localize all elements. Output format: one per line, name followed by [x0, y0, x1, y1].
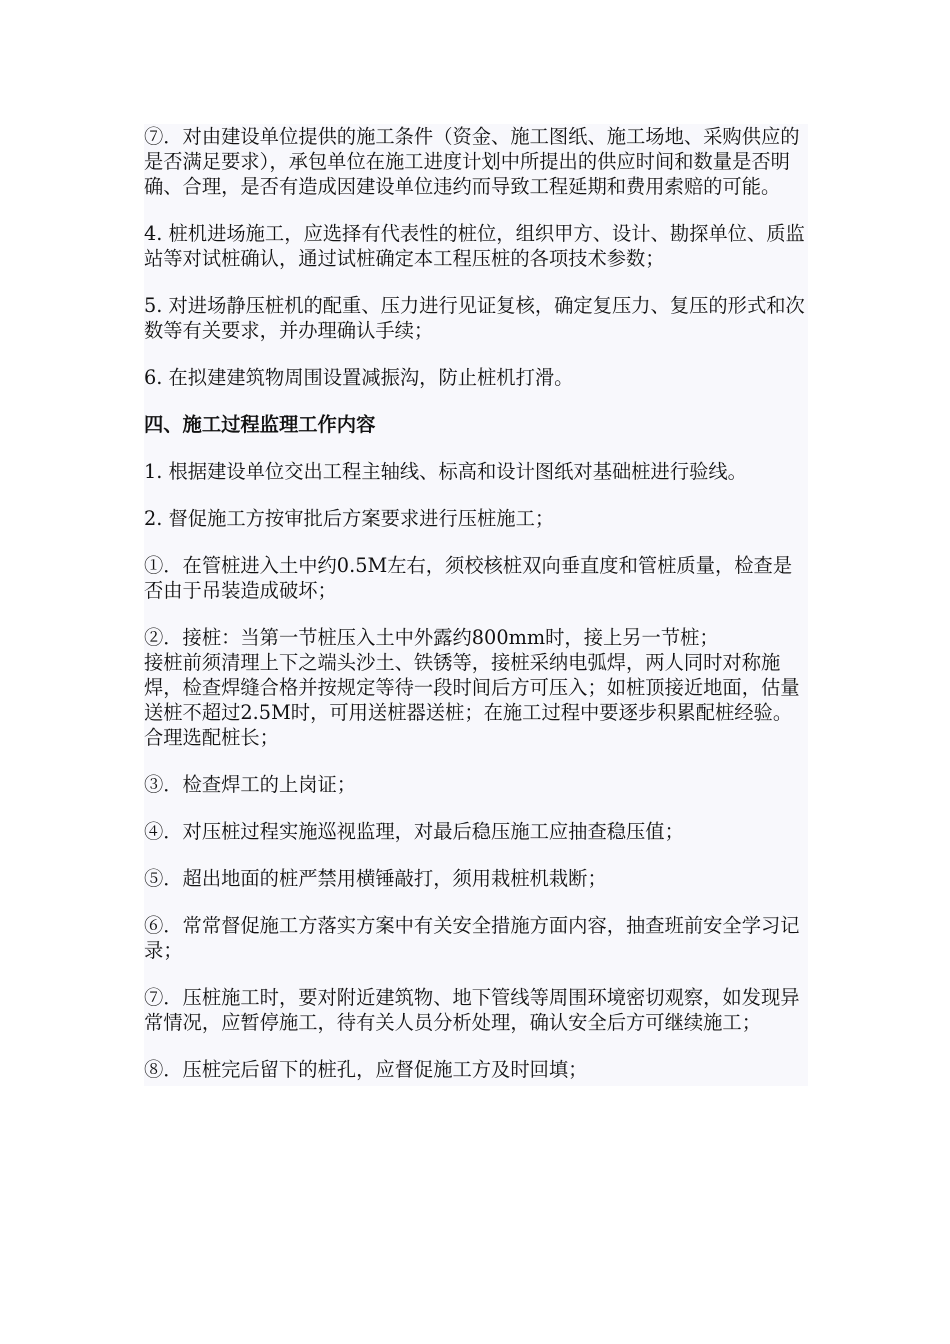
- paragraph-circle-1-verticality: ①．在管桩进入土中约0.5M左右，须校核桩双向垂直度和管桩质量，检查是否由于吊装造成破坏；: [144, 554, 793, 602]
- document-body: [144, 124, 808, 1086]
- paragraph-circle-4-patrol: ④．对压桩过程实施巡视监理，对最后稳压施工应抽查稳压值；: [144, 820, 684, 843]
- paragraph-circle-8-backfill: ⑧．压桩完后留下的桩孔，应督促施工方及时回填；: [144, 1058, 588, 1081]
- paragraph-1-axis-verification: 1. 根据建设单位交出工程主轴线、标高和设计图纸对基础桩进行验线。: [144, 460, 747, 483]
- paragraph-5-static-pile-check: 5. 对进场静压桩机的配重、压力进行见证复核，确定复压力、复压的形式和次数等有关要求，并办理确认手续；: [144, 294, 805, 342]
- paragraph-circle-3-welder-cert: ③．检查焊工的上岗证；: [144, 773, 357, 796]
- paragraph-circle-2-pile-joint: ②．接桩：当第一节桩压入土中外露约800mm时，接上另一节桩； 接桩前须清理上下之端头沙土、铁锈等，接桩采纳电弧焊，两人同时对称施焊，检查焊缝合格并按规定等待一段时间后方可压入；如桩顶接近地面，估量送桩不超过2.5M时，可用送桩器送桩；在施工过程中要逐步积累配桩经验。合理选配桩长；: [144, 626, 800, 749]
- paragraph-circle-7-environment: ⑦．压桩施工时，要对附近建筑物、地下管线等周围环境密切观察，如发现异常情况，应暂停施工，待有关人员分析处理，确认安全后方可继续施工；: [144, 986, 800, 1034]
- section-heading-4: 四、施工过程监理工作内容: [144, 413, 376, 436]
- paragraph-circle-5-cutting: ⑤．超出地面的桩严禁用横锤敲打，须用栽桩机栽断；: [144, 867, 607, 890]
- paragraph-circle-6-safety: ⑥．常常督促施工方落实方案中有关安全措施方面内容，抽查班前安全学习记录；: [144, 914, 800, 962]
- paragraph-6-vibration-trench: 6. 在拟建建筑物周围设置减振沟，防止桩机打滑。: [144, 366, 574, 389]
- paragraph-4-pile-machine-entry: 4. 桩机进场施工，应选择有代表性的桩位，组织甲方、设计、勘探单位、质监站等对试桩确认，通过试桩确定本工程压桩的各项技术参数；: [144, 222, 805, 270]
- paragraph-2-supervise-pile-pressing: 2. 督促施工方按审批后方案要求进行压桩施工；: [144, 507, 555, 530]
- paragraph-7-construction-conditions: ⑦．对由建设单位提供的施工条件（资金、施工图纸、施工场地、采购供应的是否满足要求），承包单位在施工进度计划中所提出的供应时间和数量是否明确、合理，是否有造成因建设单位违约而导致工程延期和费用索赔的可能。: [144, 125, 800, 198]
